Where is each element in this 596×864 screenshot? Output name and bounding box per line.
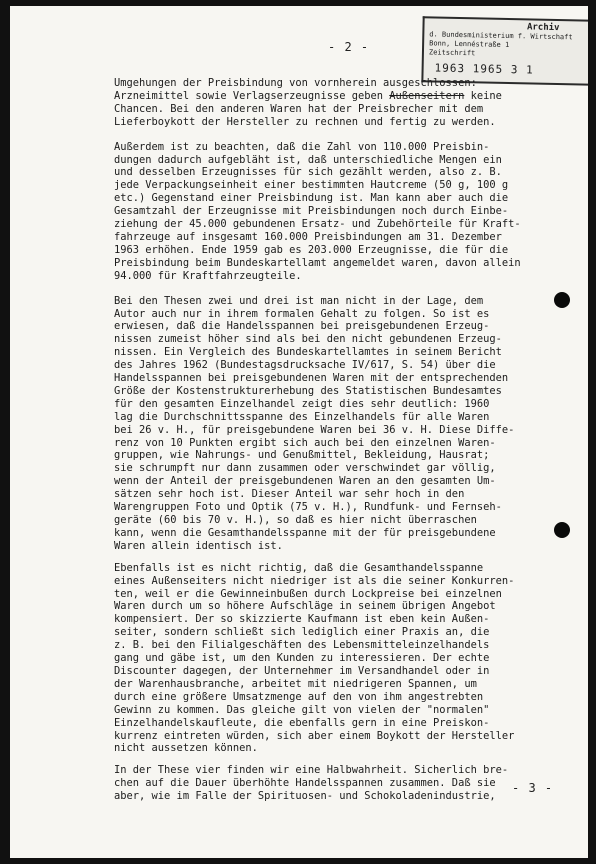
stamp-line: Zeitschrift: [428, 48, 476, 58]
text-line: Bei den Thesen zwei und drei ist man nicht in der Lage, dem: [114, 294, 484, 307]
next-page-number: - 3 -: [512, 781, 554, 795]
text-line: sie schrumpft nur dann zusammen oder verschwindet gar völlig,: [114, 462, 496, 475]
text-line: kompensiert. Der so skizzierte Kaufmann ist eben kein Außen-: [114, 613, 490, 626]
text-line: Discounter dagegen, der Unternehmer im Versandhandel oder in: [114, 664, 490, 677]
text-line: kurrenz eintreten würden, sich aber einem Boykott der Hersteller: [114, 729, 515, 742]
paragraph: [114, 562, 564, 756]
text-line: Handelsspannen bei preisgebundenen Waren mit der entsprechenden: [114, 372, 509, 385]
text-line: Arzneimittel sowie Verlagserzeugnisse geben Außenseitern keine: [114, 89, 502, 102]
text-line: Waren allein identisch ist.: [114, 539, 283, 552]
text-line: Lieferboykott der Hersteller zu rechnen und fertig zu werden.: [114, 115, 496, 128]
archive-stamp: [421, 16, 588, 86]
document-page: [10, 6, 588, 858]
text-line: chen auf die Dauer überhöhte Handelsspannen zusammen. Daß sie: [114, 777, 496, 790]
paragraph-gap: [114, 755, 564, 764]
text-line: Waren durch um so höhere Aufschläge in seinem übrigen Angebot: [114, 600, 496, 613]
text-line: wenn der Anteil der preisgebundenen Waren an den gesamten Um-: [114, 475, 496, 488]
text-line: etc.) Gegenstand einer Preisbindung ist. Man kann aber auch die: [114, 192, 509, 205]
struck-word: Außenseitern: [389, 89, 465, 102]
paragraph-gap: [114, 129, 564, 141]
text-line: kann, wenn die Gesamthandelsspanne mit der für preisgebundene: [114, 526, 496, 539]
text-line: Gesamtzahl der Erzeugnisse mit Preisbindungen noch durch Einbe-: [114, 205, 509, 218]
text-line: gang und gäbe ist, um den Kunden zu interessieren. Der echte: [114, 652, 490, 665]
stamp-line: Bonn, Lennéstraße 1: [429, 39, 510, 50]
text-line: Außerdem ist zu beachten, daß die Zahl von 110.000 Preisbin-: [114, 140, 490, 153]
text-line: eines Außenseiters nicht niedriger ist als die seiner Konkurren-: [114, 574, 515, 587]
text-line: dungen dadurch aufgebläht ist, daß unterschiedliche Mengen ein: [114, 153, 502, 166]
text-line: nissen. Ein Vergleich des Bundeskartellamtes in seinem Bericht: [114, 346, 502, 359]
text-line: Chancen. Bei den anderen Waren hat der Preisbrecher mit dem: [114, 102, 484, 115]
text-line: ten, weil er die Gewinneinbußen durch Lockpreise bei einzelnen: [114, 587, 502, 600]
text-line: des Jahres 1962 (Bundestagsdrucksache IV/617, S. 54) über die: [114, 359, 496, 372]
paragraph-gap: [114, 283, 564, 295]
punch-hole: [554, 522, 570, 538]
text-line: sätzen sehr hoch ist. Dieser Anteil war sehr hoch in den: [114, 488, 465, 501]
text-line: fahrzeuge auf insgesamt 160.000 Preisbindungen am 31. Dezember: [114, 230, 502, 243]
text-line: geräte (60 bis 70 v. H.), so daß es hier nicht überraschen: [114, 514, 477, 526]
paragraph: [114, 77, 564, 129]
text-line: seiter, sondern schließt sich lediglich einer Praxis an, die: [114, 626, 490, 639]
text-line: jede Verpackungseinheit einer bestimmten Hautcreme (50 g, 100 g: [114, 179, 509, 192]
stamp-date: 1963 1965 3 1: [434, 61, 534, 77]
text-line: Gewinn zu kommen. Das gleiche gilt von vielen der "normalen": [114, 703, 490, 716]
paragraph-gap: [114, 553, 564, 562]
paragraph: [114, 764, 564, 803]
text-line: Umgehungen der Preisbindung von vornherein ausgeschlossen:: [114, 77, 477, 89]
text-line: 94.000 für Kraftfahrzeugteile.: [114, 269, 302, 282]
punch-hole: [554, 292, 570, 308]
stamp-title: Archiv: [526, 22, 560, 34]
text-line: für den gesamten Einzelhandel zeigt dies sehr deutlich: 1960: [114, 397, 490, 410]
text-line: bei 26 v. H., für preisgebundene Waren bei 36 v. H. Diese Diffe-: [114, 423, 515, 436]
text-line: Größe der Kostenstrukturerhebung des Statistischen Bundesamtes: [114, 384, 502, 397]
paragraph: [114, 141, 564, 283]
text-line: In der These vier finden wir eine Halbwahrheit. Sicherlich bre-: [114, 764, 509, 777]
text-line: z. B. bei den Filialgeschäften des Lebensmitteleinzelhandels: [114, 639, 490, 652]
text-line: lag die Durchschnittsspanne des Einzelhandels für alle Waren: [114, 410, 490, 423]
text-line: erwiesen, daß die Handelsspannen bei preisgebundenen Erzeug-: [114, 320, 490, 333]
page-number: - 2 -: [328, 40, 370, 54]
stamp-line: d. Bundesministerium f. Wirtschaft: [429, 30, 573, 42]
text-line: ziehung der 45.000 gebundenen Ersatz- und Zubehörteile für Kraft-: [114, 218, 521, 231]
text-line: Einzelhandelskaufleute, die ebenfalls gern in eine Preiskon-: [114, 716, 490, 729]
text-line: renz von 10 Punkten ergibt sich auch bei den einzelnen Waren-: [114, 436, 496, 449]
document-body: [114, 77, 564, 803]
paragraph: [114, 295, 564, 553]
text-line: der Warenhausbranche, arbeitet mit niedrigeren Spannen, um: [114, 677, 477, 690]
text-line: durch eine größere Umsatzmenge auf den von ihm angestrebten: [114, 690, 484, 703]
text-line: und desselben Erzeugnisses für sich gezählt werden, also z. B.: [114, 166, 502, 179]
text-line: nicht aussetzen können.: [114, 742, 258, 755]
text-line: Autor auch nur in ihrem formalen Gehalt zu folgen. So ist es: [114, 307, 490, 320]
text-line: Preisbindung beim Bundeskartellamt angemeldet waren, davon allein: [114, 256, 521, 269]
text-line: gruppen, wie Nahrungs- und Genußmittel, Bekleidung, Hausrat;: [114, 449, 490, 462]
text-line: aber, wie im Falle der Spirituosen- und Schokoladenindustrie,: [114, 790, 496, 803]
text-line: Ebenfalls ist es nicht richtig, daß die Gesamthandelsspanne: [114, 561, 484, 574]
text-line: nissen zumeist höher sind als bei den nicht gebundenen Erzeug-: [114, 333, 502, 346]
text-line: 1963 erhöhen. Ende 1959 gab es 203.000 Erzeugnisse, die für die: [114, 243, 509, 256]
text-line: Warengruppen Foto und Optik (75 v. H.), Rundfunk- und Fernseh-: [114, 501, 502, 514]
